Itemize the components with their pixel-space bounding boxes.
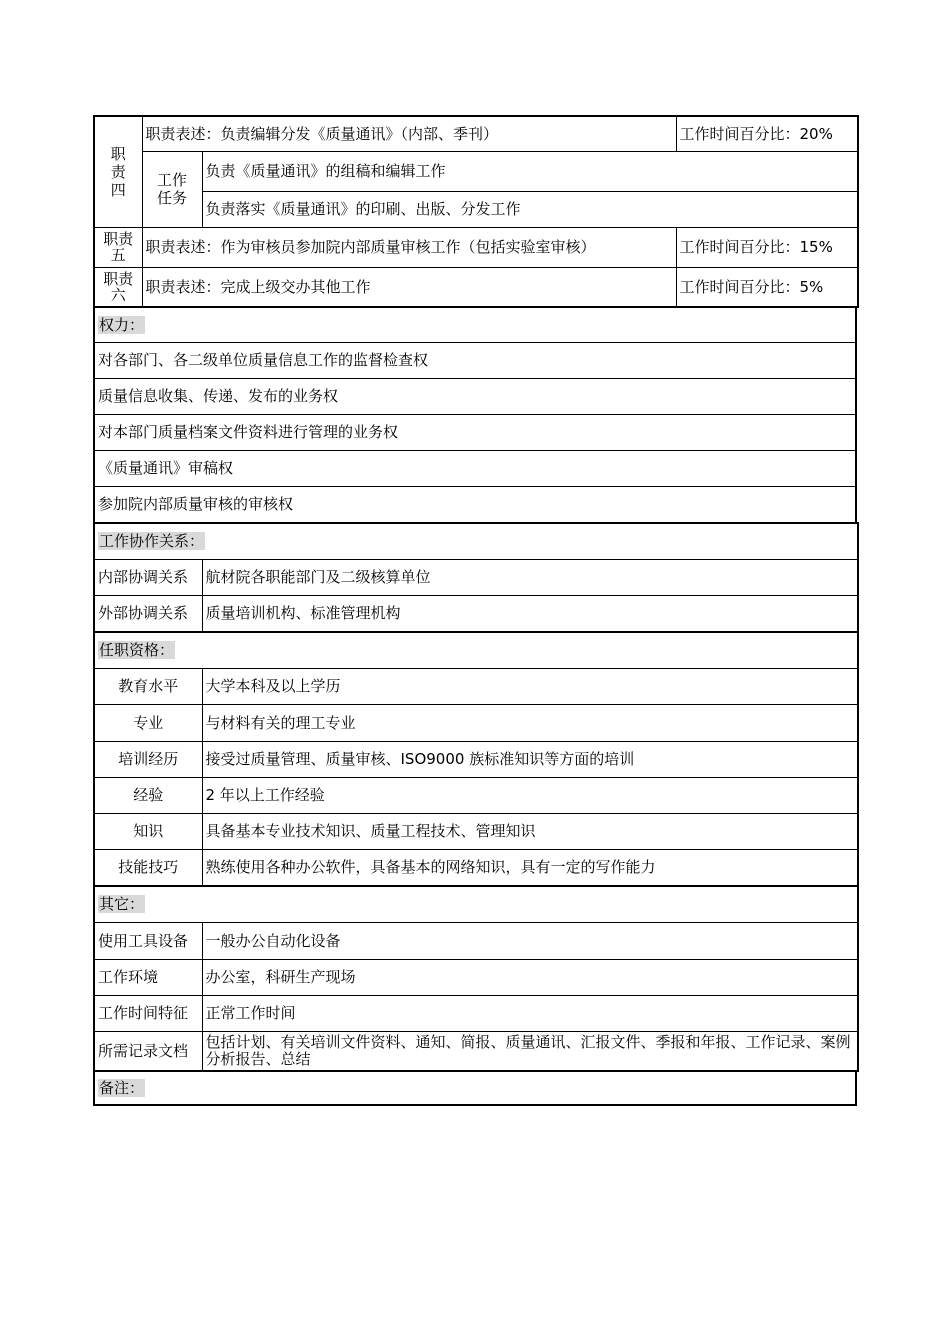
qualification-value: 接受过质量管理、质量审核、ISO9000 族标准知识等方面的培训 [202, 741, 858, 777]
job-description-document [93, 115, 857, 1106]
remarks-table [93, 1070, 857, 1106]
qualification-value: 大学本科及以上学历 [202, 668, 858, 704]
other-row [94, 1031, 858, 1071]
qualification-value: 与材料有关的理工专业 [202, 704, 858, 741]
other-label: 工作环境 [94, 959, 202, 995]
qualification-label: 教育水平 [94, 668, 202, 704]
qualification-row [94, 668, 858, 704]
qualification-label: 专业 [94, 704, 202, 741]
authority-heading: 权力： [94, 307, 856, 342]
qualification-label: 技能技巧 [94, 849, 202, 886]
duty4-description: 职责表述：负责编辑分发《质量通讯》（内部、季刊） [142, 116, 676, 151]
other-label: 所需记录文档 [94, 1031, 202, 1071]
duties-table [93, 115, 859, 308]
other-label: 使用工具设备 [94, 922, 202, 959]
duty6-description: 职责表述：完成上级交办其他工作 [142, 267, 676, 307]
other-value: 正常工作时间 [202, 995, 858, 1031]
duty4-task-label: 工作 任务 [142, 151, 202, 227]
authority-item: 参加院内部质量审核的审核权 [94, 486, 856, 523]
duty6-row [94, 267, 858, 307]
duty4-row [94, 116, 858, 151]
other-row [94, 922, 858, 959]
qualification-row [94, 741, 858, 777]
other-value: 包括计划、有关培训文件资料、通知、简报、质量通讯、汇报文件、季报和年报、工作记录、案例分析报告、总结 [202, 1031, 858, 1071]
relations-row [94, 559, 858, 595]
duty4-task-1: 负责《质量通讯》的组稿和编辑工作 [202, 151, 858, 191]
qualification-row [94, 813, 858, 849]
other-value: 办公室，科研生产现场 [202, 959, 858, 995]
duty4-task-row [94, 191, 858, 227]
duty5-time-percent: 工作时间百分比：15% [676, 227, 858, 267]
relations-row [94, 595, 858, 632]
duty5-row [94, 227, 858, 267]
other-value: 一般办公自动化设备 [202, 922, 858, 959]
other-table [93, 885, 859, 1072]
duty6-label: 职责 六 [94, 267, 142, 307]
authority-item: 《质量通讯》审稿权 [94, 450, 856, 486]
qualification-row [94, 777, 858, 813]
authority-item: 对各部门、各二级单位质量信息工作的监督检查权 [94, 342, 856, 378]
authority-table [93, 306, 857, 524]
other-label: 工作时间特征 [94, 995, 202, 1031]
qualification-value: 2 年以上工作经验 [202, 777, 858, 813]
other-heading: 其它： [94, 886, 858, 922]
duty5-label: 职责 五 [94, 227, 142, 267]
qualification-row [94, 849, 858, 886]
relations-heading: 工作协作关系： [94, 523, 858, 559]
duty4-label: 职 责 四 [94, 116, 142, 227]
relations-table [93, 522, 859, 633]
authority-item: 对本部门质量档案文件资料进行管理的业务权 [94, 414, 856, 450]
relation-value: 航材院各职能部门及二级核算单位 [202, 559, 858, 595]
duty4-task-2: 负责落实《质量通讯》的印刷、出版、分发工作 [202, 191, 858, 227]
relation-label: 内部协调关系 [94, 559, 202, 595]
relation-value: 质量培训机构、标准管理机构 [202, 595, 858, 632]
qualification-label: 知识 [94, 813, 202, 849]
authority-item: 质量信息收集、传递、发布的业务权 [94, 378, 856, 414]
relation-label: 外部协调关系 [94, 595, 202, 632]
duty5-description: 职责表述：作为审核员参加院内部质量审核工作（包括实验室审核） [142, 227, 676, 267]
qualification-row [94, 704, 858, 741]
qualification-label: 经验 [94, 777, 202, 813]
remarks-heading: 备注： [94, 1071, 856, 1105]
duty6-time-percent: 工作时间百分比：5% [676, 267, 858, 307]
qualification-value: 熟练使用各种办公软件，具备基本的网络知识，具有一定的写作能力 [202, 849, 858, 886]
duty4-time-percent: 工作时间百分比：20% [676, 116, 858, 151]
qualification-label: 培训经历 [94, 741, 202, 777]
qualifications-table [93, 631, 859, 887]
other-row [94, 959, 858, 995]
qualifications-heading: 任职资格： [94, 632, 858, 668]
other-row [94, 995, 858, 1031]
qualification-value: 具备基本专业技术知识、质量工程技术、管理知识 [202, 813, 858, 849]
duty4-task-row [94, 151, 858, 191]
